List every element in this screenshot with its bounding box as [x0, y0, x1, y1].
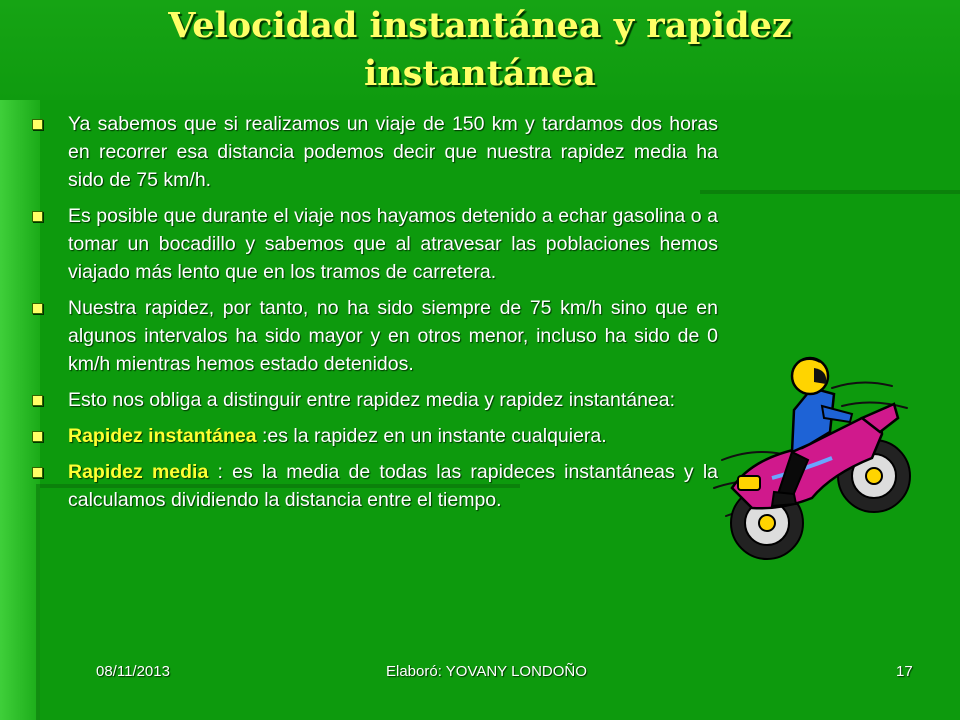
bullet-item — [30, 458, 718, 514]
term-highlight: Rapidez media — [68, 461, 209, 483]
bullet-text: Ya sabemos que si realizamos un viaje de 150 km y tardamos dos horas en recorrer esa distancia podemos decir que nuestra rapidez media ha sido de 75 km/h. — [68, 113, 718, 191]
bullet-text — [68, 422, 718, 450]
bullet-square-icon — [30, 202, 68, 230]
bullet-list — [30, 110, 718, 522]
term-definition: : es la media de todas las rapideces instantáneas y la calculamos dividiendo la distancia entre el tiempo. — [68, 461, 718, 511]
bullet-text: Es posible que durante el viaje nos hayamos detenido a echar gasolina o a tomar un bocadillo y sabemos que al atravesar las poblaciones hemos viajado más lento que en los tramos de carretera. — [68, 205, 718, 283]
bullet-square-icon — [30, 458, 68, 486]
slide-title: Velocidad instantánea y rapidez instantánea — [168, 5, 792, 94]
bullet-text: Nuestra rapidez, por tanto, no ha sido siempre de 75 km/h sino que en algunos intervalos ha sido mayor y en otros menor, incluso ha sido de 0 km/h mientras hemos estado detenidos. — [68, 297, 718, 375]
term-highlight: Rapidez instantánea — [68, 425, 257, 447]
motorcycle-rider-icon — [712, 348, 922, 578]
term-definition: :es la rapidez en un instante cualquiera. — [256, 425, 607, 447]
bullet-square-icon — [30, 386, 68, 414]
bullet-item — [30, 294, 718, 378]
bullet-item — [30, 202, 718, 286]
bullet-square-icon — [30, 422, 68, 450]
footer-page-number: 17 — [896, 663, 913, 680]
bullet-item — [30, 110, 718, 194]
bullet-square-icon — [30, 294, 68, 322]
bullet-item — [30, 422, 718, 450]
bullet-text — [68, 458, 718, 514]
bullet-item — [30, 386, 718, 414]
decorative-line — [700, 190, 960, 194]
footer-author: Elaboró: YOVANY LONDOÑO — [386, 663, 587, 680]
footer-date: 08/11/2013 — [96, 663, 170, 680]
bullet-square-icon — [30, 110, 68, 138]
bullet-text: Esto nos obliga a distinguir entre rapidez media y rapidez instantánea: — [68, 389, 676, 411]
